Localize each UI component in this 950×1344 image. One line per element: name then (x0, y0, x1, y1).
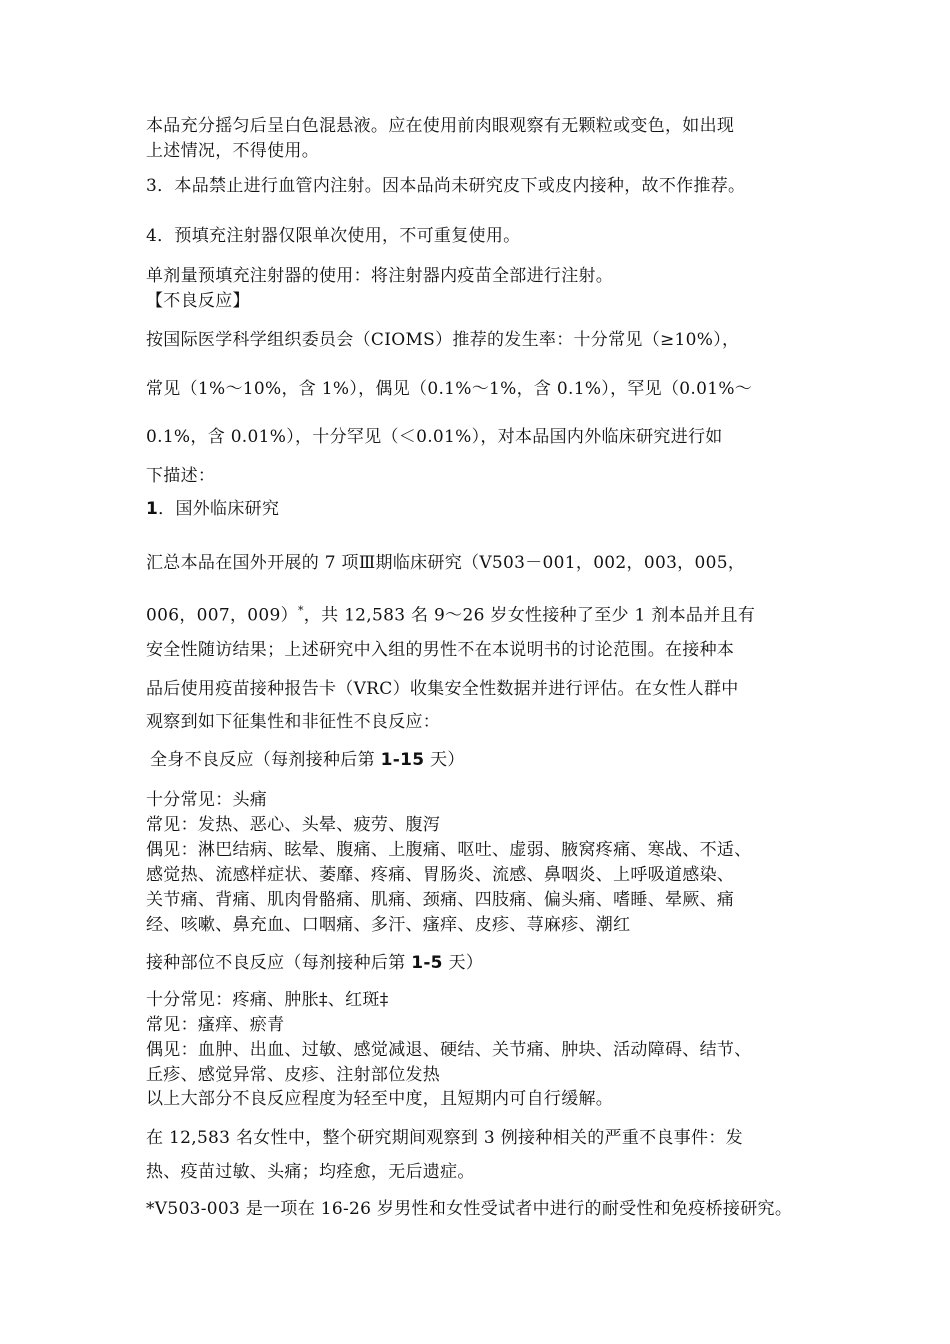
paragraph-line: 在 12,583 名女性中，整个研究期间观察到 3 例接种相关的严重不良事件：发 (146, 1128, 743, 1148)
subsection-heading-foreign-trials (146, 497, 279, 521)
list-line: 感觉热、流感样症状、萎靡、疼痛、胃肠炎、流感、鼻咽炎、上呼吸道感染、 (146, 865, 735, 885)
numbered-item-3: 3．本品禁止进行血管内注射。因本品尚未研究皮下或皮内接种，故不作推荐。 (146, 176, 746, 196)
paragraph-line: 安全性随访结果；上述研究中入组的男性不在本说明书的讨论范围。在接种本 (146, 640, 735, 660)
day-range: 1-5 (411, 953, 443, 973)
paragraph-line: 品后使用疫苗接种报告卡（VRC）收集安全性数据并进行评估。在女性人群中 (146, 679, 739, 699)
injection-site-reactions-heading (146, 951, 483, 975)
subsection-title: ．国外临床研究 (158, 499, 280, 519)
day-range: 1-15 (380, 750, 425, 770)
subsection-number: 1 (146, 499, 159, 519)
paragraph-line: 观察到如下征集性和非征性不良反应： (146, 712, 441, 732)
systemic-reactions-heading (150, 748, 465, 772)
list-line: 偶见：血肿、出血、过敏、感觉减退、硬结、关节痛、肿块、活动障碍、结节、 (146, 1040, 752, 1060)
footnote: *V503-003 是一项在 16-26 岁男性和女性受试者中进行的耐受性和免疫桥接研究。 (146, 1199, 793, 1219)
paragraph-line: 以上大部分不良反应程度为轻至中度，且短期内可自行缓解。 (146, 1089, 614, 1109)
numbered-item-4: 4．预填充注射器仅限单次使用，不可重复使用。 (146, 226, 521, 246)
paragraph-line: 0.1%，含 0.01%），十分罕见（＜0.01%），对本品国内外临床研究进行如 (146, 427, 723, 447)
list-line: 常见：瘙痒、瘀青 (146, 1015, 285, 1035)
list-line: 关节痛、背痛、肌肉骨骼痛、肌痛、颈痛、四肢痛、偏头痛、嗜睡、晕厥、痛 (146, 890, 735, 910)
paragraph-line: 热、疫苗过敏、头痛；均痊愈，无后遗症。 (146, 1162, 475, 1182)
heading-text: 全身不良反应（每剂接种后第 (150, 750, 381, 770)
list-line: 十分常见：疼痛、肿胀‡、红斑‡ (146, 990, 389, 1010)
paragraph-line: 按国际医学科学组织委员会（CIOMS）推荐的发生率：十分常见（≥10%）， (146, 330, 740, 350)
paragraph-line (146, 599, 755, 628)
list-line: 经、咳嗽、鼻充血、口咽痛、多汗、瘙痒、皮疹、荨麻疹、潮红 (146, 915, 631, 935)
heading-text: 天） (424, 750, 465, 770)
paragraph-line: 常见（1%～10%，含 1%），偶见（0.1%～1%，含 0.1%），罕见（0.01%～ (146, 379, 753, 399)
section-heading-adverse-reactions: 【不良反应】 (146, 291, 250, 311)
paragraph-text: ，共 12,583 名 9～26 岁女性接种了至少 1 剂本品并且有 (303, 605, 756, 626)
list-line: 丘疹、感觉异常、皮疹、注射部位发热 (146, 1065, 441, 1085)
heading-text: 天） (442, 953, 484, 973)
paragraph-line: 汇总本品在国外开展的 7 项Ⅲ期临床研究（V503－001，002，003，005， (146, 553, 746, 573)
paragraph-line: 单剂量预填充注射器的使用：将注射器内疫苗全部进行注射。 (146, 266, 614, 286)
study-list-end: 006，007，009） (146, 605, 298, 626)
list-line: 十分常见：头痛 (146, 790, 268, 810)
list-line: 常见：发热、恶心、头晕、疲劳、腹泻 (146, 815, 441, 835)
paragraph-line: 上述情况，不得使用。 (146, 141, 319, 161)
footnote-marker: * (297, 604, 304, 617)
paragraph-line: 本品充分摇匀后呈白色混悬液。应在使用前肉眼观察有无颗粒或变色，如出现 (146, 116, 735, 136)
paragraph-line: 下描述： (146, 466, 216, 486)
heading-text: 接种部位不良反应（每剂接种后第 (146, 953, 412, 973)
list-line: 偶见：淋巴结病、眩晕、腹痛、上腹痛、呕吐、虚弱、腋窝疼痛、寒战、不适、 (146, 840, 752, 860)
